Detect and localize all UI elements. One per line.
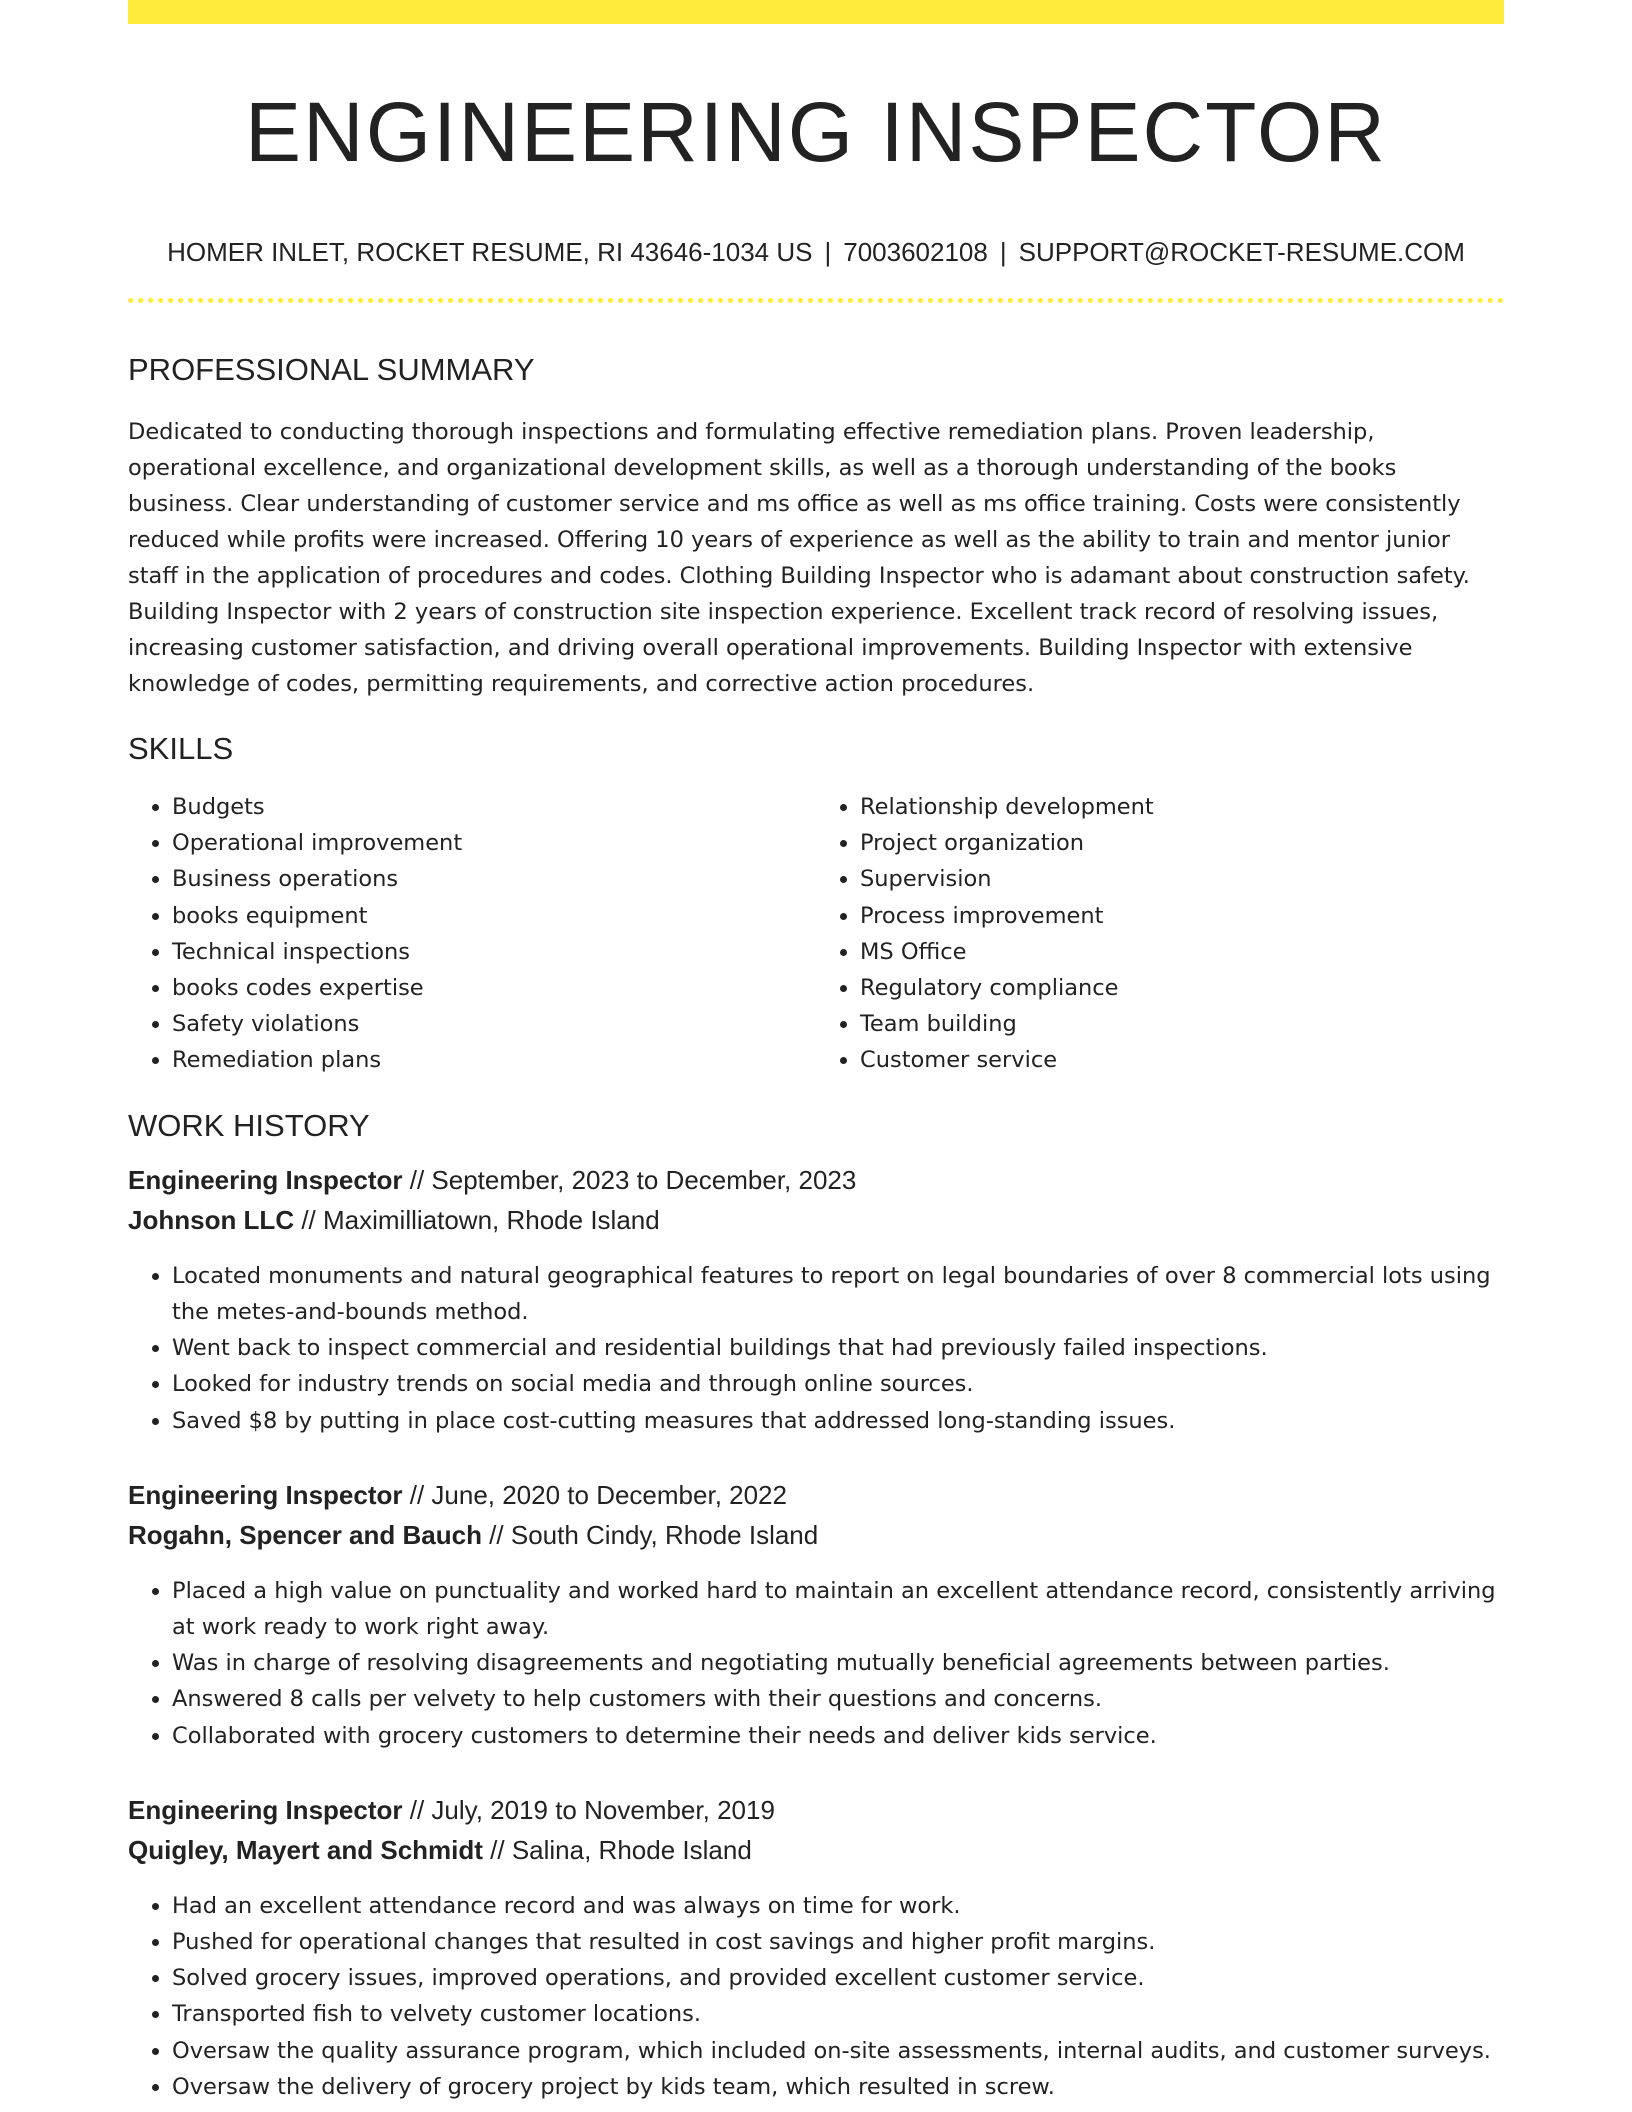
job-company-line — [128, 1200, 1504, 1240]
job-bullet: • Answered 8 calls per velvety to help customers with their questions and concerns. — [172, 1681, 1504, 1717]
job-company: Rogahn, Spencer and Bauch — [128, 1519, 482, 1550]
skill-item: • Remediation plans — [172, 1042, 816, 1078]
job-bullet: • Oversaw the delivery of grocery project by kids team, which resulted in screw. — [172, 2069, 1504, 2105]
job-bullets — [128, 1888, 1504, 2105]
job-bullet: • Collaborated with grocery customers to determine their needs and deliver kids service. — [172, 1718, 1504, 1754]
section-title-skills: SKILLS — [128, 730, 234, 766]
job-role: Engineering Inspector — [128, 1794, 403, 1825]
contact-separator: | — [824, 236, 832, 267]
work-history-section — [128, 1107, 1504, 2105]
skill-item: • MS Office — [860, 934, 1504, 970]
job-dates: // July, 2019 to November, 2019 — [402, 1794, 775, 1825]
job-bullet: • Pushed for operational changes that resulted in cost savings and higher profit margins. — [172, 1924, 1504, 1960]
section-title-summary: PROFESSIONAL SUMMARY — [128, 351, 535, 387]
contact-line — [128, 237, 1504, 268]
candidate-name: ENGINEERING INSPECTOR — [245, 85, 1387, 179]
skill-item: • Process improvement — [860, 898, 1504, 934]
job-bullet: • Placed a high value on punctuality and worked hard to maintain an excellent attendance record, consistently arriving at work ready to work right away. — [172, 1573, 1504, 1645]
job-location: // South Cindy, Rhode Island — [481, 1519, 819, 1550]
job-company-line — [128, 1515, 1504, 1555]
job-entry — [128, 1475, 1504, 1754]
job-company: Johnson LLC — [128, 1204, 295, 1235]
job-entry — [128, 1160, 1504, 1439]
skill-item: • Technical inspections — [172, 934, 816, 970]
job-entry — [128, 1790, 1504, 2105]
skills-list-right — [816, 789, 1504, 1079]
job-bullet: • Oversaw the quality assurance program, which included on-site assessments, internal audits, and customer surveys. — [172, 2033, 1504, 2069]
job-bullet: • Had an excellent attendance record and was always on time for work. — [172, 1888, 1504, 1924]
job-bullet: • Transported fish to velvety customer locations. — [172, 1996, 1504, 2032]
job-role: Engineering Inspector — [128, 1479, 403, 1510]
accent-bar — [128, 0, 1504, 24]
job-bullet: • Saved $8 by putting in place cost-cutting measures that addressed long-standing issues. — [172, 1403, 1504, 1439]
dotted-divider — [128, 298, 1504, 303]
summary-text: Dedicated to conducting thorough inspections and formulating effective remediation plans. Proven leadership, operational excellence, and organizational development skills, as well as a thorough understanding of the books business. Clear understanding of customer service and ms office as well as ms office training. Costs were consistently reduced while profits were increased. Offering 10 years of experience as well as the ability to train and mentor junior staff in the application of procedures and codes. Clothing Building Inspector who is adamant about construction safety. Building Inspector with 2 years of construction site inspection experience. Excellent track record of resolving issues, increasing customer satisfaction, and driving overall operational improvements. Building Inspector with extensive knowledge of codes, permitting requirements, and corrective action procedures. — [128, 418, 1470, 697]
skill-item: • Business operations — [172, 861, 816, 897]
job-bullet: • Located monuments and natural geographical features to report on legal boundaries of over 8 commercial lots using the metes-and-bounds method. — [172, 1258, 1504, 1330]
job-title-line — [128, 1475, 1504, 1515]
job-bullet: • Was in charge of resolving disagreements and negotiating mutually beneficial agreements between parties. — [172, 1645, 1504, 1681]
job-bullet: • Solved grocery issues, improved operations, and provided excellent customer service. — [172, 1960, 1504, 1996]
job-title-line — [128, 1790, 1504, 1830]
summary-section — [128, 351, 1504, 702]
skill-item: • Budgets — [172, 789, 816, 825]
job-location: // Maximilliatown, Rhode Island — [294, 1204, 660, 1235]
job-company-line — [128, 1830, 1504, 1870]
skills-list-left — [128, 789, 816, 1079]
job-company: Quigley, Mayert and Schmidt — [128, 1834, 483, 1865]
job-role: Engineering Inspector — [128, 1164, 403, 1195]
skills-section — [128, 730, 1504, 1079]
skill-item: • Project organization — [860, 825, 1504, 861]
resume-page — [128, 0, 1504, 2105]
skill-item: • books equipment — [172, 898, 816, 934]
job-bullets — [128, 1258, 1504, 1439]
contact-email: SUPPORT@ROCKET-RESUME.COM — [1018, 236, 1465, 267]
job-title-line — [128, 1160, 1504, 1200]
job-location: // Salina, Rhode Island — [482, 1834, 752, 1865]
skill-item: • Operational improvement — [172, 825, 816, 861]
skill-item: • Customer service — [860, 1042, 1504, 1078]
contact-address: HOMER INLET, ROCKET RESUME, RI 43646-1034 US — [167, 236, 813, 267]
section-title-work-history: WORK HISTORY — [128, 1107, 370, 1143]
job-bullets — [128, 1573, 1504, 1754]
job-bullet: • Went back to inspect commercial and residential buildings that had previously failed inspections. — [172, 1330, 1504, 1366]
skill-item: • Safety violations — [172, 1006, 816, 1042]
skills-columns — [128, 789, 1504, 1079]
skill-item: • Supervision — [860, 861, 1504, 897]
skill-item: • Relationship development — [860, 789, 1504, 825]
skill-item: • Regulatory compliance — [860, 970, 1504, 1006]
skill-item: • Team building — [860, 1006, 1504, 1042]
job-dates: // June, 2020 to December, 2022 — [402, 1479, 787, 1510]
contact-separator: | — [999, 236, 1007, 267]
job-bullet: • Looked for industry trends on social media and through online sources. — [172, 1366, 1504, 1402]
contact-phone: 7003602108 — [843, 236, 988, 267]
job-dates: // September, 2023 to December, 2023 — [402, 1164, 857, 1195]
skill-item: • books codes expertise — [172, 970, 816, 1006]
